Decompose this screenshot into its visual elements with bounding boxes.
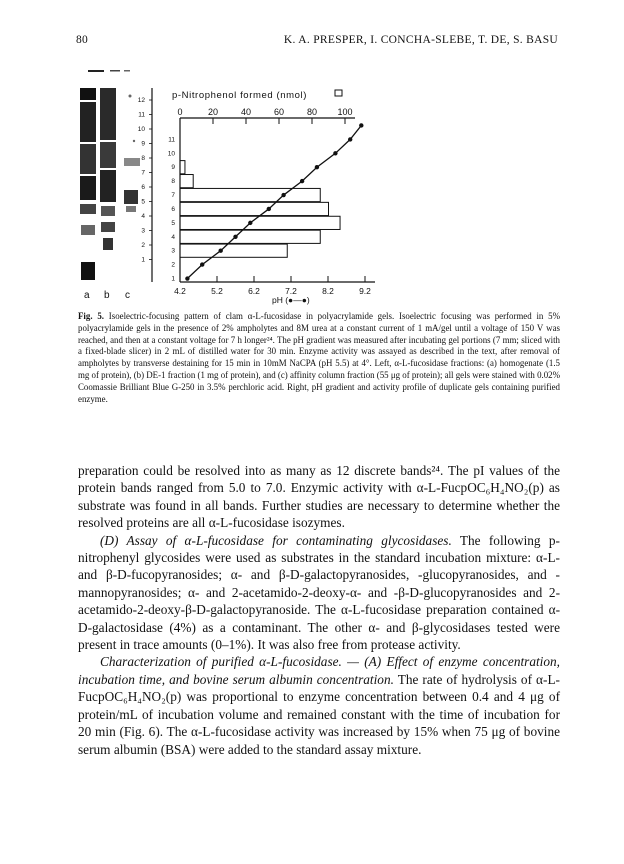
paragraph-2-heading: (D) Assay of α-L-fucosidase for contaminating glycosidases. bbox=[100, 532, 452, 548]
paragraph-3 bbox=[78, 653, 560, 757]
top-tick-label: 60 bbox=[273, 107, 285, 117]
slice-label-outer: 3 bbox=[141, 227, 145, 235]
paragraph-3-heading: Characterization of purified α-L-fucosidase. — (A) Effect of enzyme concentration, incubation time, and bovine serum albumin concentration. bbox=[78, 654, 560, 687]
slice-label-outer: 10 bbox=[137, 126, 145, 133]
slice-label-inner: 10 bbox=[167, 150, 175, 158]
ph-point bbox=[281, 193, 285, 197]
page-number: 80 bbox=[76, 34, 89, 46]
paragraph-2-text: The following p-nitrophenyl glycosides were used as substrates in the standard incubation mixture: α-L- and β-D-fucopyranosides; α- and β-D-galactopyranosides, -glucopyranosides, and -mannopyranosides; α- and 2-acetamido-2-deoxy-α- and -β-D-glucopyranosides and 2-acetamido-2-deoxy-β-D-galactopyranoside. The α-L-fucosidase preparation contained α-D-galactosidase (4%) as a contaminant. The other α- and β-glycosidases tested were present in trace amounts (0–1%). It was also free from protease activity. bbox=[78, 532, 560, 653]
slice-label-inner: 5 bbox=[171, 219, 175, 227]
slice-label-outer: 9 bbox=[141, 140, 145, 148]
body-text bbox=[78, 462, 560, 758]
slice-label-inner: 3 bbox=[171, 247, 175, 255]
slice-label-outer: 4 bbox=[141, 213, 145, 220]
ph-point bbox=[333, 151, 337, 155]
bottom-axis-label: pH (●—●) bbox=[272, 295, 310, 305]
top-tick-label: 80 bbox=[306, 107, 318, 117]
gel-lane-a bbox=[80, 88, 96, 280]
ph-point bbox=[359, 123, 363, 127]
activity-bar bbox=[180, 175, 193, 188]
slice-label-inner: 8 bbox=[171, 178, 175, 186]
activity-bar bbox=[180, 161, 185, 174]
caption-label: Fig. 5. bbox=[78, 311, 104, 321]
paragraph-3-text: The rate of hydrolysis of α-L-FucpOC₆H₄NO₂(p) was proportional to enzyme concentration between 0.4 and 4 μg of protein/mL of incubation volume and remained constant with the time of incubation for 20 min (Fig. 6). The α-L-fucosidase activity was increased by 15% when 75 μg of bovine serum albumin (BSA) were added to the standard assay mixture. bbox=[78, 671, 560, 757]
figure-5 bbox=[0, 0, 624, 310]
ph-point bbox=[267, 207, 271, 211]
slice-label-outer: 11 bbox=[138, 111, 145, 119]
activity-bar bbox=[180, 230, 320, 243]
slice-label-inner: 11 bbox=[168, 136, 175, 144]
figure-caption bbox=[78, 311, 560, 405]
ph-point bbox=[300, 179, 304, 183]
ph-point bbox=[185, 276, 189, 280]
slice-label-outer: 12 bbox=[137, 97, 145, 104]
slice-label-inner: 2 bbox=[171, 261, 175, 269]
ph-point bbox=[348, 137, 352, 141]
ph-point bbox=[233, 235, 237, 239]
slice-label-outer: 7 bbox=[141, 169, 145, 177]
activity-bar bbox=[180, 244, 287, 257]
caption-text: Isoelectric-focusing pattern of clam α-L-fucosidase in polyacrylamide gels. Isoelectric focusing was performed in 5% polyacrylamide gels in the presence of 2% ampholytes and 8M urea at a constant current of 1 mA/gel until a voltage of 150 V was reached, and then at a constant voltage for 7 h longer²⁴. The pH gradient was measured after incubating gel portions (7 mm; sliced with a fixed-blade slicer) in 2 mL of distilled water for 30 min. Enzyme activity was assayed as described in the text, after removal of ampholytes by transverse destaining for 15 min in 10mM NaCPA (pH 5.5) at 4°. Left, α-L-fucosidase fractions: (a) homogenate (1.5 mg of protein), (b) DE-1 fraction (1 mg of protein), and (c) affinity column fraction (55 μg of protein); all gels were stained with 0.02% Coomassie Brilliant Blue G-250 in 3.5% perchloric acid. Right, pH gradient and activity profile of duplicate gels containing purified enzyme. bbox=[78, 311, 560, 404]
slice-label-inner: 4 bbox=[171, 233, 175, 241]
slice-label-inner: 7 bbox=[171, 192, 175, 200]
slice-label-outer: 2 bbox=[141, 242, 145, 249]
slice-label-inner: 1 bbox=[171, 275, 175, 283]
slice-label-outer: 6 bbox=[141, 184, 145, 191]
paragraph-2 bbox=[78, 532, 560, 654]
top-tick-label: 0 bbox=[177, 107, 183, 117]
top-axis-label: p-Nitrophenol formed (nmol) bbox=[172, 90, 307, 101]
bottom-tick-label: 7.2 bbox=[285, 286, 297, 296]
bottom-tick-label: 5.2 bbox=[211, 286, 223, 296]
ph-point bbox=[200, 262, 204, 266]
activity-bar bbox=[180, 188, 320, 201]
paragraph-1: preparation could be resolved into as many as 12 discrete bands²⁴. The pI values of the protein bands ranged from 5.0 to 7.0. Enzymic activity with α-L-FucpOC₆H₄NO₂(p) as substrate was found in all bands. Further studies are necessary to determine whether the resolved proteins are all α-L-fucosidase isozymes. bbox=[78, 463, 560, 531]
gel-lane-label-b: b bbox=[104, 290, 110, 301]
bottom-tick-label: 6.2 bbox=[248, 286, 260, 296]
top-tick-label: 40 bbox=[240, 107, 252, 117]
slice-label-inner: 9 bbox=[171, 164, 175, 172]
ph-activity-chart bbox=[138, 88, 375, 305]
running-authors: K. A. PRESPER, I. CONCHA-SLEBE, T. DE, S. BASU bbox=[283, 34, 558, 46]
bar-legend-square bbox=[335, 90, 342, 96]
activity-bar bbox=[180, 202, 329, 215]
top-tick-label: 20 bbox=[207, 107, 219, 117]
bottom-tick-label: 8.2 bbox=[322, 286, 334, 296]
slice-label-inner: 6 bbox=[171, 205, 175, 213]
ph-point bbox=[219, 248, 223, 252]
slice-label-outer: 1 bbox=[141, 256, 145, 264]
bottom-tick-label: 4.2 bbox=[174, 286, 186, 296]
bottom-tick-label: 9.2 bbox=[359, 286, 371, 296]
gel-lane-label-c: c bbox=[125, 290, 130, 301]
gel-lane-label-a: a bbox=[84, 290, 90, 301]
gel-lane-b bbox=[100, 88, 116, 250]
slice-label-outer: 5 bbox=[141, 198, 145, 206]
slice-label-outer: 8 bbox=[141, 155, 145, 162]
top-tick-label: 100 bbox=[337, 107, 353, 117]
ph-point bbox=[315, 165, 319, 169]
activity-bar bbox=[180, 216, 340, 229]
ph-point bbox=[248, 221, 252, 225]
gel-lanes bbox=[80, 70, 140, 301]
